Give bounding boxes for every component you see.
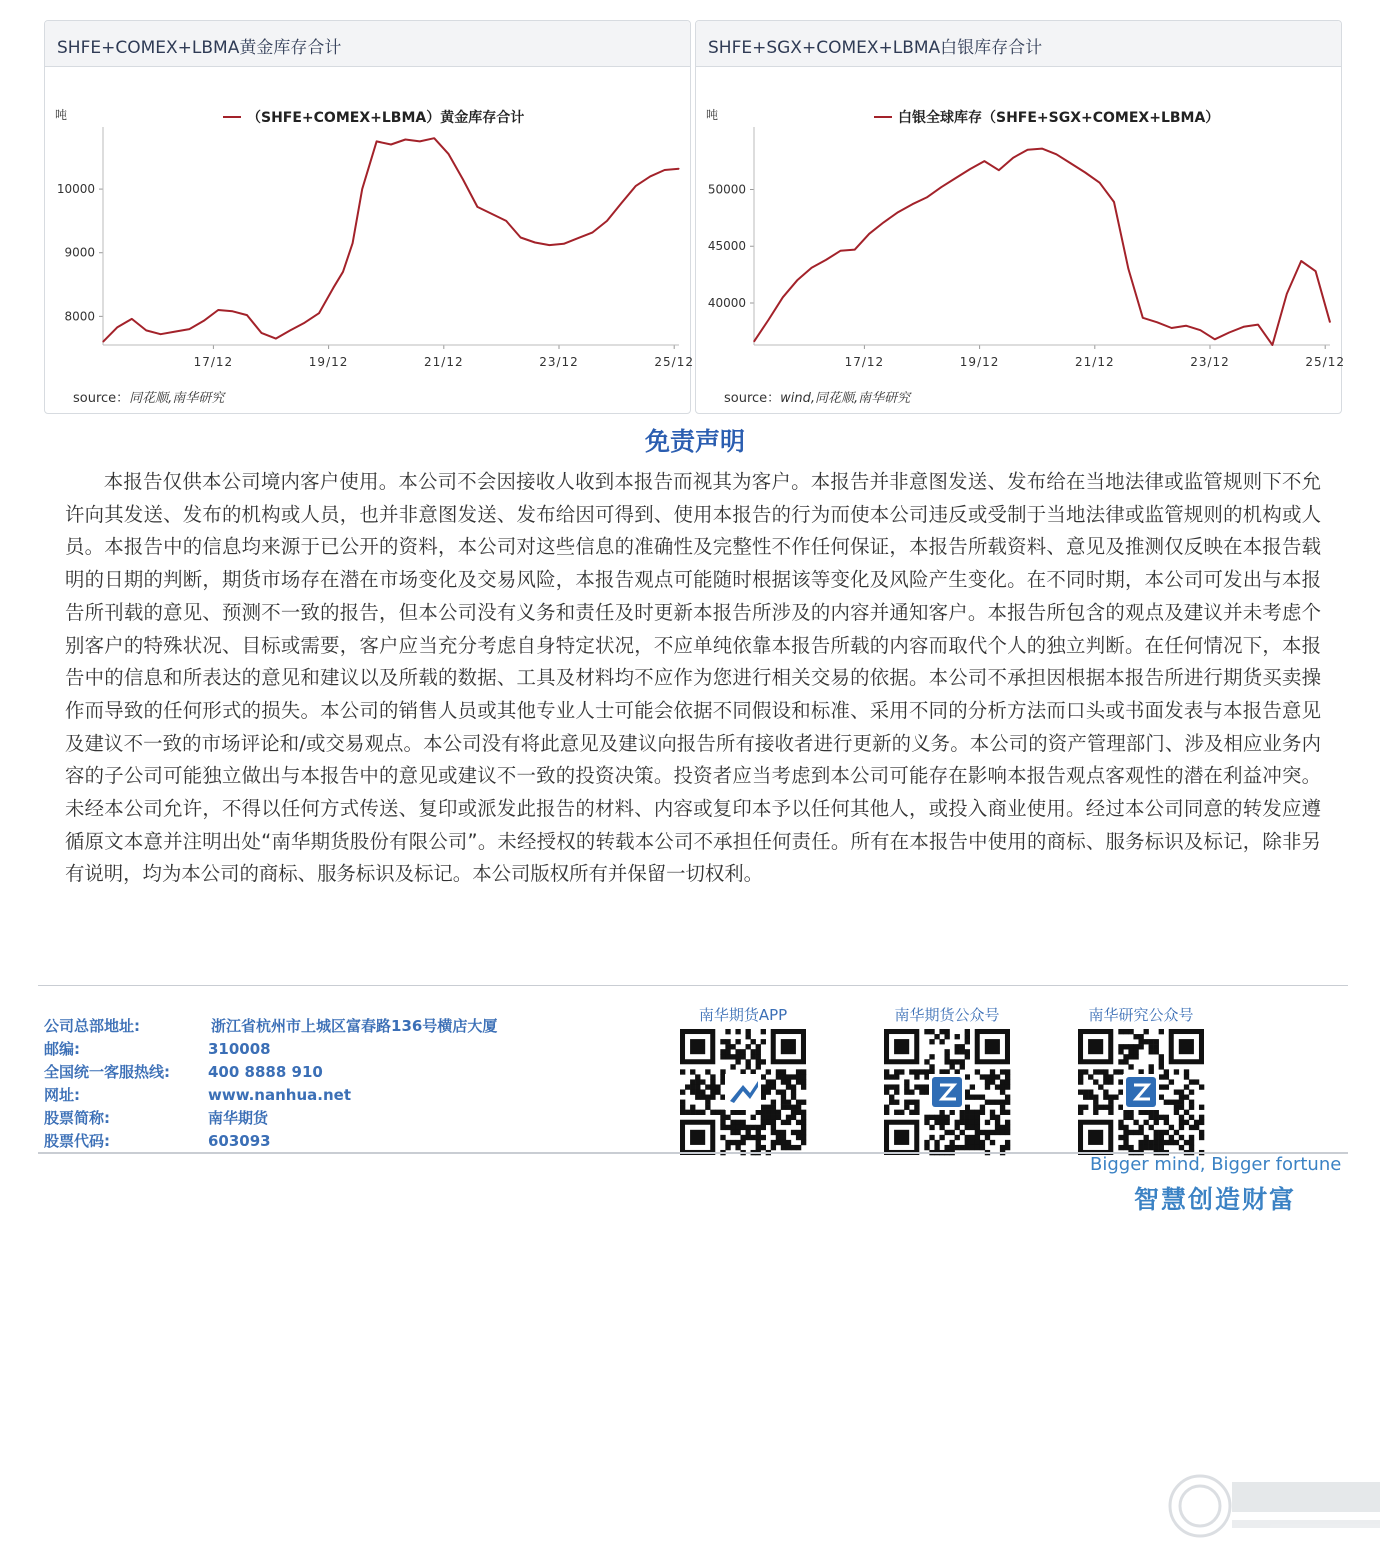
data-point xyxy=(232,311,233,312)
data-point xyxy=(563,243,564,244)
data-point xyxy=(419,141,420,142)
y-unit-label: 吨 xyxy=(706,108,719,122)
legend-label: （SHFE+COMEX+LBMA）黄金库存合计 xyxy=(247,110,525,126)
disclaimer-title: 免责声明 xyxy=(644,427,745,456)
data-point xyxy=(117,327,118,328)
qr-code-icon[interactable] xyxy=(884,1029,1010,1155)
data-point xyxy=(131,318,132,319)
data-point xyxy=(203,320,204,321)
data-point xyxy=(1070,163,1071,164)
data-point xyxy=(333,287,334,288)
data-point xyxy=(1142,317,1143,318)
qr-futures-official-account xyxy=(877,1004,1017,1155)
y-tick-label: 9000 xyxy=(64,245,95,260)
data-point xyxy=(1329,322,1330,323)
contact-row-website xyxy=(44,1084,497,1107)
y-tick-label: 45000 xyxy=(707,239,746,254)
qr-code-icon[interactable] xyxy=(680,1029,806,1155)
series-line xyxy=(103,138,679,342)
data-point xyxy=(621,203,622,204)
source-value: 同花顺,南华研究 xyxy=(129,391,225,406)
y-tick-label: 8000 xyxy=(64,309,95,324)
data-point xyxy=(854,249,855,250)
data-point xyxy=(635,185,636,186)
company-contact-info xyxy=(44,1015,497,1153)
y-tick-label: 50000 xyxy=(707,182,746,197)
data-point xyxy=(606,220,607,221)
data-point xyxy=(912,204,913,205)
data-point xyxy=(318,313,319,314)
contact-label: 网址: xyxy=(44,1086,80,1104)
y-unit-label: 吨 xyxy=(55,108,68,122)
contact-row-postcode xyxy=(44,1038,497,1061)
website-link[interactable]: www.nanhua.net xyxy=(208,1086,351,1104)
chart-title: SHFE+SGX+COMEX+LBMA白银库存合计 xyxy=(696,21,1341,67)
watermark-logo xyxy=(1166,1470,1384,1542)
data-point xyxy=(825,259,826,260)
data-point xyxy=(434,138,435,139)
x-tick-label: 19/12 xyxy=(959,355,1000,369)
data-point xyxy=(342,271,343,272)
data-point xyxy=(390,144,391,145)
data-point xyxy=(1013,157,1014,158)
data-point xyxy=(549,245,550,246)
data-point xyxy=(869,233,870,234)
contact-value: 浙江省杭州市上城区富春路136号横店大厦 xyxy=(211,1017,498,1035)
data-point xyxy=(1128,268,1129,269)
data-point xyxy=(352,243,353,244)
data-point xyxy=(969,169,970,170)
data-point xyxy=(1243,326,1244,327)
data-point xyxy=(753,341,754,342)
contact-value: 南华期货 xyxy=(208,1109,269,1127)
qr-label: 南华期货公众号 xyxy=(894,1006,1000,1024)
qr-label: 南华研究公众号 xyxy=(1088,1006,1194,1024)
qr-code-icon[interactable] xyxy=(1078,1029,1204,1155)
data-point xyxy=(678,168,679,169)
data-point xyxy=(534,242,535,243)
data-point xyxy=(1185,325,1186,326)
data-point xyxy=(1229,332,1230,333)
data-point xyxy=(984,161,985,162)
y-tick-label: 10000 xyxy=(56,182,95,197)
data-point xyxy=(1099,182,1100,183)
contact-value: 310008 xyxy=(208,1040,271,1058)
y-tick-label: 40000 xyxy=(707,296,746,310)
data-point xyxy=(462,179,463,180)
data-point xyxy=(955,178,956,179)
data-point xyxy=(448,154,449,155)
x-tick-label: 23/12 xyxy=(539,355,579,369)
chart-title: SHFE+COMEX+LBMA黄金库存合计 xyxy=(45,21,690,67)
data-point xyxy=(261,332,262,333)
data-point xyxy=(1056,154,1057,155)
data-point xyxy=(1200,330,1201,331)
data-point xyxy=(797,280,798,281)
silver-inventory-chart xyxy=(696,67,1345,377)
data-point xyxy=(926,197,927,198)
data-point xyxy=(146,330,147,331)
data-point xyxy=(160,334,161,335)
x-tick-label: 17/12 xyxy=(844,355,885,369)
x-tick-label: 25/12 xyxy=(654,355,694,369)
data-point xyxy=(362,189,363,190)
data-point xyxy=(1085,172,1086,173)
source-label: source： xyxy=(724,391,781,406)
data-point xyxy=(1272,344,1273,345)
legend-label: 白银全球库存（SHFE+SGX+COMEX+LBMA） xyxy=(898,110,1220,126)
data-point xyxy=(1157,322,1158,323)
data-point xyxy=(506,220,507,221)
data-point xyxy=(1286,293,1287,294)
contact-label: 全国统一客服热线: xyxy=(44,1063,170,1081)
qr-label: 南华期货APP xyxy=(698,1006,788,1024)
qr-research-official-account xyxy=(1071,1004,1211,1155)
data-point xyxy=(1113,201,1114,202)
data-point xyxy=(1171,327,1172,328)
x-tick-label: 23/12 xyxy=(1190,355,1230,369)
contact-row-stock-name xyxy=(44,1107,497,1130)
data-point xyxy=(578,238,579,239)
data-point xyxy=(897,212,898,213)
x-tick-label: 21/12 xyxy=(424,355,464,369)
slogan-chinese: 智慧创造财富 xyxy=(1134,1185,1297,1214)
data-point xyxy=(811,267,812,268)
data-point xyxy=(1027,149,1028,150)
gold-inventory-chart-card xyxy=(44,20,694,414)
data-point xyxy=(290,330,291,331)
chart-source xyxy=(724,387,910,406)
silver-inventory-chart-card xyxy=(695,20,1345,414)
gold-inventory-chart xyxy=(45,67,694,377)
chart-source xyxy=(73,387,224,406)
data-point xyxy=(998,170,999,171)
data-point xyxy=(941,187,942,188)
data-point xyxy=(520,237,521,238)
data-point xyxy=(1315,271,1316,272)
x-tick-label: 19/12 xyxy=(308,355,349,369)
x-tick-label: 17/12 xyxy=(193,355,234,369)
qr-app xyxy=(673,1004,813,1155)
contact-label: 股票代码: xyxy=(44,1132,110,1150)
x-tick-label: 21/12 xyxy=(1075,355,1115,369)
data-point xyxy=(304,322,305,323)
contact-value: 603093 xyxy=(208,1132,271,1150)
contact-label: 邮编: xyxy=(44,1040,80,1058)
data-point xyxy=(218,309,219,310)
contact-row-address xyxy=(44,1015,497,1038)
data-point xyxy=(405,139,406,140)
data-point xyxy=(1301,260,1302,261)
data-point xyxy=(275,338,276,339)
contact-row-hotline xyxy=(44,1061,497,1084)
data-point xyxy=(664,169,665,170)
contact-label: 公司总部地址: xyxy=(44,1017,140,1035)
data-point xyxy=(768,319,769,320)
data-point xyxy=(491,213,492,214)
slogan-english: Bigger mind, Bigger fortune xyxy=(1090,1154,1342,1175)
disclaimer-body: 本报告仅供本公司境内客户使用。本公司不会因接收人收到本报告而视其为客户。本报告并非意图发送、发布给在当地法律或监管规则下不允许向其发送、发布的机构或人员，也并非意图发送、发布给因可得到、使用本报告的行为而使本公司违反或受制于当地法律或监管规则的机构或人员。本报告中的信息均来源于已公开的资料，本公司对这些信息的准确性及完整性不作任何保证，本报告所载资料、意见及推测仅反映在本报告载明的日期的判断，期货市场存在潜在市场变化及交易风险，本报告观点可能随时根据该等变化及风险产生变化。在不同时期，本公司可发出与本报告所刊载的意见、预测不一致的报告，但本公司没有义务和责任及时更新本报告所涉及的内容并通知客户。本报告所包含的观点及建议并未考虑个别客户的特殊状况、目标或需要，客户应当充分考虑自身特定状况，不应单纯依靠本报告所载的内容而取代个人的独立判断。在任何情况下，本报告中的信息和所表达的意见和建议以及所载的数据、工具及材料均不应作为您进行相关交易的依据。本公司不承担因根据本报告所进行期货买卖操作而导致的任何形式的损失。本公司的销售人员或其他专业人士可能会依据不同假设和标准、采用不同的分析方法而口头或书面发表与本报告意见及建议不一致的市场评论和/或交易观点。本公司没有将此意见及建议向报告所有接收者进行更新的义务。本公司的资产管理部门、涉及相应业务内容的子公司可能独立做出与本报告中的意见或建议不一致的投资决策。投资者应当考虑到本公司可能存在影响本报告观点客观性的潜在利益冲突。未经本公司允许，不得以任何方式传送、复印或派发此报告的材料、内容或复印本予以任何其他人，或投入商业使用。经过本公司同意的转发应遵循原文本意并注明出处“南华期货股份有限公司”。未经授权的转载本公司不承担任何责任。所有在本报告中使用的商标、服务标识及标记，除非另有说明，均为本公司的商标、服务标识及标记。本公司版权所有并保留一切权利。 xyxy=(65,470,1321,886)
data-point xyxy=(650,176,651,177)
data-point xyxy=(1257,324,1258,325)
series-line xyxy=(754,149,1330,345)
data-point xyxy=(782,297,783,298)
contact-label: 股票简称: xyxy=(44,1109,110,1127)
data-point xyxy=(1214,339,1215,340)
footer-top-divider xyxy=(38,985,1348,986)
data-point xyxy=(189,329,190,330)
data-point xyxy=(246,315,247,316)
contact-row-stock-code xyxy=(44,1130,497,1153)
data-point xyxy=(1041,148,1042,149)
contact-value: 400 8888 910 xyxy=(208,1063,323,1081)
data-point xyxy=(840,250,841,251)
source-label: source： xyxy=(73,391,130,406)
data-point xyxy=(883,222,884,223)
source-value: wind,同花顺,南华研究 xyxy=(780,391,911,406)
data-point xyxy=(376,141,377,142)
data-point xyxy=(477,206,478,207)
data-point xyxy=(592,232,593,233)
data-point xyxy=(102,341,103,342)
data-point xyxy=(174,331,175,332)
x-tick-label: 25/12 xyxy=(1305,355,1345,369)
